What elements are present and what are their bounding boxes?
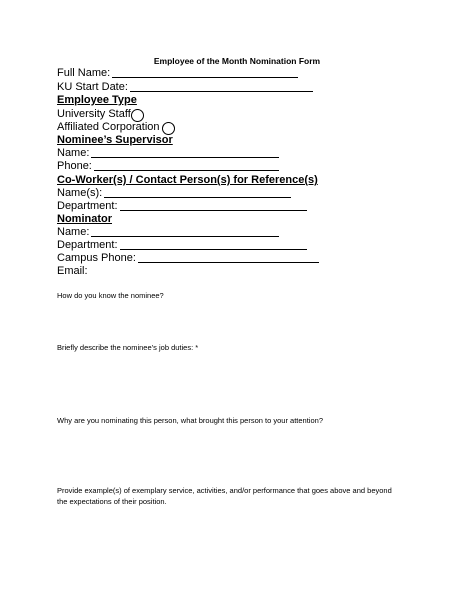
supervisor-phone-field[interactable] xyxy=(94,170,279,171)
nominator-name-field[interactable] xyxy=(91,236,279,237)
coworker-names-label: Name(s): xyxy=(57,187,103,199)
coworker-names-row xyxy=(57,187,291,200)
question-why-nominating: Why are you nominating this person, what brought this person to your attention? xyxy=(57,416,323,425)
coworker-heading: Co-Worker(s) / Contact Person(s) for Reference(s) xyxy=(57,174,318,186)
nominator-campus-phone-field[interactable] xyxy=(138,262,319,263)
coworker-department-field[interactable] xyxy=(120,210,307,211)
university-staff-row xyxy=(57,108,144,121)
supervisor-heading: Nominee’s Supervisor xyxy=(57,134,173,146)
supervisor-name-field[interactable] xyxy=(91,157,279,158)
supervisor-name-label: Name: xyxy=(57,147,90,159)
coworker-department-row xyxy=(57,200,307,213)
nominator-name-row xyxy=(57,226,279,239)
question-exemplary-service: Provide example(s) of exemplary service, activities, and/or performance that goes above and beyond the expectations of their position. xyxy=(57,486,392,506)
coworker-heading-row xyxy=(57,174,320,187)
full-name-row xyxy=(57,67,298,80)
question-job-duties: Briefly describe the nominee’s job duties: * xyxy=(57,343,199,352)
ku-start-date-row xyxy=(57,81,313,94)
nominator-email-row xyxy=(57,265,90,278)
full-name-field[interactable] xyxy=(112,77,298,78)
nominator-department-label: Department: xyxy=(57,239,118,251)
nominator-name-label: Name: xyxy=(57,226,90,238)
employee-type-heading-row xyxy=(57,94,139,107)
form-title: Employee of the Month Nomination Form xyxy=(153,56,321,66)
question-how-know-nominee: How do you know the nominee? xyxy=(57,291,164,300)
coworker-names-field[interactable] xyxy=(104,197,291,198)
affiliated-corporation-label: Affiliated Corporation xyxy=(57,121,160,133)
nominator-campus-phone-label: Campus Phone: xyxy=(57,252,136,264)
supervisor-phone-row xyxy=(57,160,279,173)
nominator-heading: Nominator xyxy=(57,213,112,225)
nominator-email-label: Email: xyxy=(57,265,88,277)
supervisor-heading-row xyxy=(57,134,175,147)
ku-start-date-label: KU Start Date: xyxy=(57,81,128,93)
full-name-label: Full Name: xyxy=(57,67,111,79)
ku-start-date-field[interactable] xyxy=(130,91,313,92)
university-staff-label: University Staff xyxy=(57,108,131,120)
supervisor-name-row xyxy=(57,147,279,160)
employee-type-heading: Employee Type xyxy=(57,94,137,106)
nominator-campus-phone-row xyxy=(57,252,319,265)
nominator-heading-row xyxy=(57,213,114,226)
affiliated-corporation-row xyxy=(57,121,175,134)
nominator-department-field[interactable] xyxy=(120,249,307,250)
supervisor-phone-label: Phone: xyxy=(57,160,92,172)
coworker-department-label: Department: xyxy=(57,200,118,212)
nominator-department-row xyxy=(57,239,307,252)
